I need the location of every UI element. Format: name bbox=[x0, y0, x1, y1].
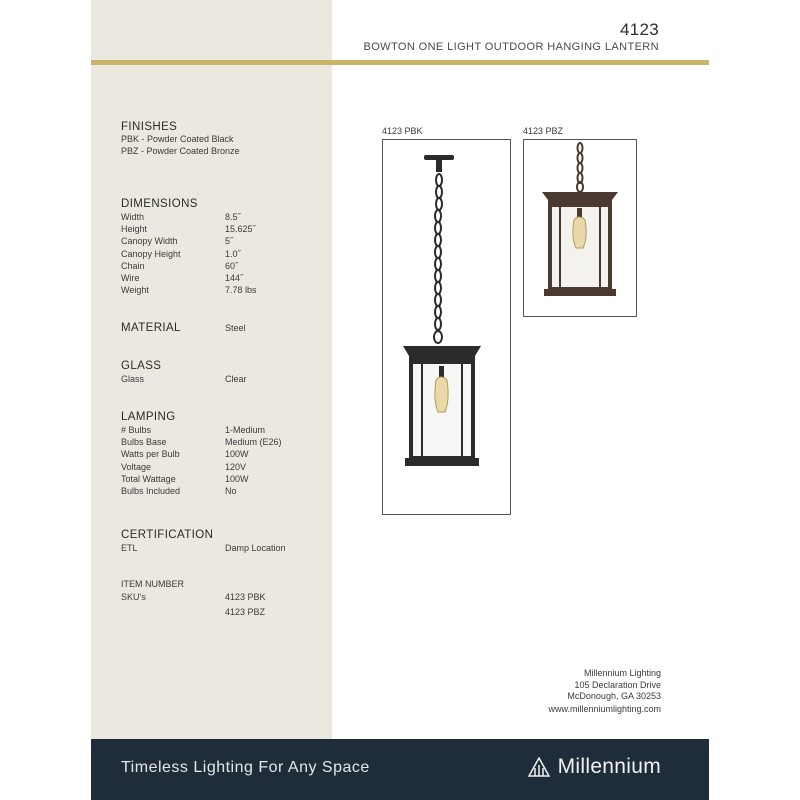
certification-label: ETL bbox=[121, 543, 138, 553]
lamping-value: 100W bbox=[225, 473, 249, 484]
dimension-label: Canopy Width bbox=[121, 236, 178, 247]
dimension-value: 15.625˝ bbox=[225, 224, 256, 235]
footer-tagline: Timeless Lighting For Any Space bbox=[121, 759, 370, 776]
lamping-row bbox=[121, 436, 282, 448]
lamping-label: # Bulbs bbox=[121, 425, 152, 435]
pbz-product-image bbox=[523, 139, 637, 317]
lamping-row bbox=[121, 461, 282, 473]
lamping-row bbox=[121, 448, 282, 460]
lamping-label: Watts per Bulb bbox=[121, 449, 180, 460]
dimension-row bbox=[121, 248, 257, 260]
sku-row bbox=[121, 606, 266, 618]
certification-section bbox=[121, 529, 286, 554]
dimension-label: Height bbox=[121, 224, 148, 235]
dimension-value: 144˝ bbox=[225, 273, 244, 284]
certification-heading: CERTIFICATION bbox=[121, 529, 214, 541]
dimension-value: 7.78 lbs bbox=[225, 285, 257, 296]
dimension-value: 60˝ bbox=[225, 260, 239, 271]
company-name: Millennium Lighting bbox=[583, 668, 661, 678]
dimension-row bbox=[121, 223, 257, 235]
model-number: 4123 bbox=[619, 20, 659, 39]
sku-label: SKU’s bbox=[121, 592, 146, 602]
lamping-label: Bulbs Included bbox=[121, 486, 181, 497]
lamping-value: 120V bbox=[225, 461, 247, 472]
dimension-label: Chain bbox=[121, 260, 145, 271]
lamping-label: Bulbs Base bbox=[121, 437, 167, 448]
finishes-section bbox=[121, 121, 240, 157]
lamping-section bbox=[121, 411, 282, 497]
item-number-heading-row bbox=[121, 578, 266, 591]
lamping-row bbox=[121, 424, 282, 436]
certification-value: Damp Location bbox=[225, 543, 286, 553]
pbz-lantern-illustration bbox=[524, 140, 636, 316]
lamping-label: Voltage bbox=[121, 461, 152, 472]
dimension-row bbox=[121, 235, 257, 247]
sku-row bbox=[121, 591, 266, 603]
pbk-lantern-illustration bbox=[383, 140, 510, 514]
company-street: 105 Declaration Drive bbox=[574, 679, 661, 690]
brand-name: Millennium bbox=[557, 755, 661, 778]
dimension-row bbox=[121, 272, 257, 284]
glass-value: Clear bbox=[225, 374, 247, 384]
pbz-image-label: 4123 PBZ bbox=[523, 126, 564, 136]
dimension-value: 1.0˝ bbox=[225, 248, 241, 259]
lamping-row bbox=[121, 485, 282, 497]
dimension-row bbox=[121, 260, 257, 272]
glass-section bbox=[121, 360, 247, 385]
dimension-label: Weight bbox=[121, 285, 149, 296]
glass-label: Glass bbox=[121, 374, 145, 384]
company-city: McDonough, GA 30253 bbox=[567, 691, 661, 701]
dimension-row bbox=[121, 284, 257, 296]
lamping-row bbox=[121, 473, 282, 485]
lamping-value: No bbox=[225, 486, 237, 497]
glass-row bbox=[121, 373, 247, 385]
millennium-logo-icon bbox=[528, 757, 550, 777]
material-heading: MATERIAL bbox=[121, 322, 181, 334]
dimensions-section bbox=[121, 198, 257, 296]
material-section bbox=[121, 322, 246, 334]
company-website[interactable]: www.millenniumlighting.com bbox=[548, 704, 661, 714]
company-address bbox=[567, 668, 661, 703]
product-title: BOWTON ONE LIGHT OUTDOOR HANGING LANTERN bbox=[363, 41, 659, 53]
dimension-label: Canopy Height bbox=[121, 248, 181, 259]
dimension-value: 8.5˝ bbox=[225, 212, 241, 222]
material-value: Steel bbox=[225, 323, 246, 333]
dimension-row bbox=[121, 211, 257, 223]
lamping-value: Medium (E26) bbox=[225, 437, 282, 448]
sku-value: 4123 PBK bbox=[225, 592, 266, 602]
finish-item: PBZ - Powder Coated Bronze bbox=[121, 145, 240, 156]
dimensions-heading: DIMENSIONS bbox=[121, 198, 198, 210]
dimension-label: Wire bbox=[121, 273, 140, 284]
pbk-image-label: 4123 PBK bbox=[382, 126, 423, 136]
sku-value: 4123 PBZ bbox=[225, 607, 266, 618]
certification-row bbox=[121, 542, 286, 554]
item-number-heading: ITEM NUMBER bbox=[121, 579, 184, 589]
lamping-value: 1-Medium bbox=[225, 425, 266, 435]
pbk-product-image bbox=[382, 139, 511, 515]
item-number-section bbox=[121, 578, 266, 618]
finishes-heading: FINISHES bbox=[121, 121, 178, 133]
glass-heading: GLASS bbox=[121, 360, 162, 372]
dimension-value: 5˝ bbox=[225, 236, 234, 247]
footer-banner bbox=[91, 739, 709, 800]
lamping-label: Total Wattage bbox=[121, 473, 176, 484]
header-rule bbox=[91, 60, 709, 65]
lamping-heading: LAMPING bbox=[121, 411, 176, 423]
finish-item: PBK - Powder Coated Black bbox=[121, 134, 234, 144]
brand-logo bbox=[528, 755, 661, 779]
dimension-label: Width bbox=[121, 212, 145, 222]
lamping-value: 100W bbox=[225, 449, 249, 460]
